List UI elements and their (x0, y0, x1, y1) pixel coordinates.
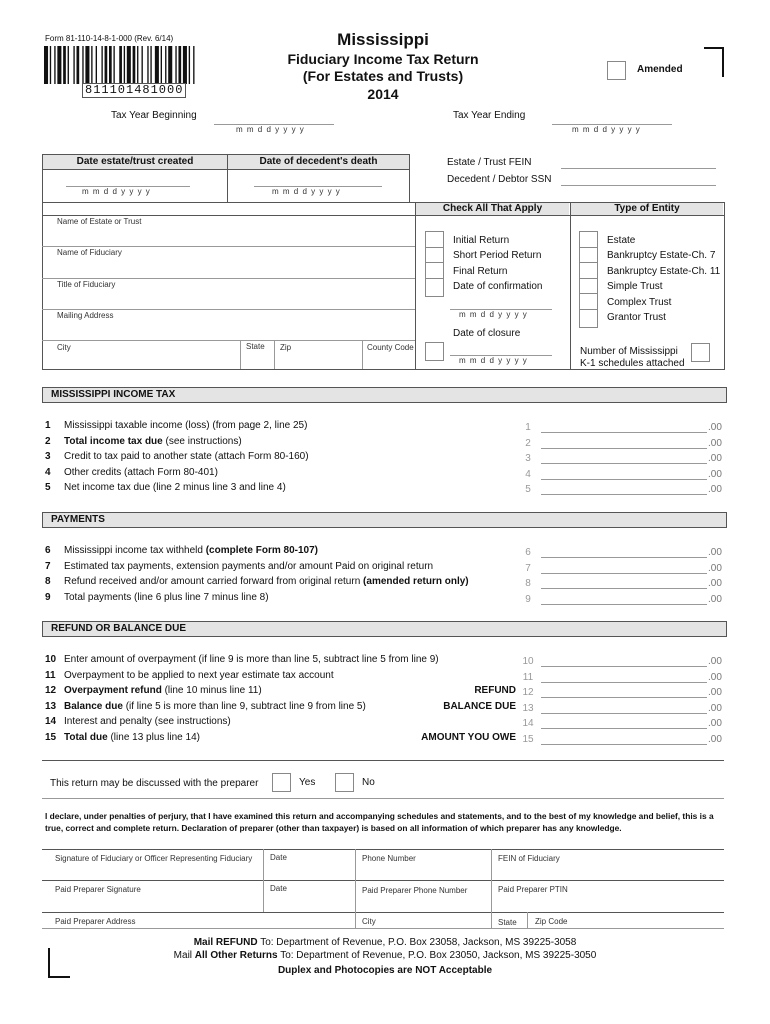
barcode-bar (77, 46, 80, 84)
income-line-3-cents: .00 (708, 453, 722, 465)
barcode-bar (91, 46, 92, 84)
payment-line-9-text: Total payments (line 6 plus line 7 minus line 8) (64, 591, 269, 603)
payment-line-6-cents: .00 (708, 547, 722, 558)
refund-line-13-number: 13 (45, 700, 57, 712)
phone-label: Phone Number (362, 854, 416, 863)
preparer-date-label: Date (270, 884, 287, 893)
grantor-trust-checkbox[interactable] (579, 309, 598, 328)
barcode-bar (44, 46, 48, 84)
name-fiduciary-input[interactable] (43, 258, 415, 278)
barcode-bar (119, 46, 122, 84)
form-title-line1: Fiduciary Income Tax Return (287, 51, 479, 67)
fiduciary-signature-row[interactable] (43, 863, 723, 880)
entity-simple-trust-label: Simple Trust (607, 281, 663, 292)
preparer-zip-label: Zip Code (535, 917, 568, 926)
entity-bankruptcy-ch11-label: Bankruptcy Estate-Ch. 11 (607, 266, 721, 277)
discuss-yes-checkbox[interactable] (272, 773, 291, 792)
payment-line-7-cents: .00 (708, 562, 722, 574)
sig-date-label: Date (270, 853, 287, 862)
name-fiduciary-label: Name of Fiduciary (57, 248, 122, 257)
refund-line-13-cents: .00 (708, 702, 722, 714)
entity-header: Type of Entity (571, 203, 723, 215)
entity-estate-label: Estate (607, 235, 636, 246)
mail-other-line (0, 950, 770, 961)
ssn-input[interactable] (561, 173, 716, 186)
title-fiduciary-label: Title of Fiduciary (57, 280, 116, 289)
amended-label: Amended (637, 64, 683, 75)
refund-line-11-text: Overpayment to be applied to next year estimate tax account (64, 669, 334, 681)
refund-line-14-ref: 14 (522, 718, 534, 730)
refund-line-11-amount-input[interactable] (541, 670, 707, 683)
ptin-label: Paid Preparer PTIN (498, 885, 568, 894)
refund-line-11-number: 11 (45, 669, 56, 681)
income-line-5-text: Net income tax due (line 2 minus line 3 and line 4) (64, 482, 286, 494)
mail-refund-line (0, 937, 770, 948)
date-death-header: Date of decedent's death (228, 155, 409, 169)
tax-year-ending-label: Tax Year Ending (453, 110, 526, 121)
date-confirmation-checkbox[interactable] (425, 278, 444, 297)
barcode-bar (57, 46, 61, 84)
k1-count-input[interactable] (691, 343, 710, 362)
barcode-bar (193, 46, 194, 84)
barcode-number: 811101481000 (82, 83, 186, 98)
income-line-5-ref: 5 (525, 484, 531, 496)
check-all-header: Check All That Apply (416, 203, 569, 215)
date-death-format: m m d d y y y y (272, 187, 341, 196)
entity-bankruptcy-ch7-label: Bankruptcy Estate-Ch. 7 (607, 250, 716, 261)
income-line-1-cents: .00 (708, 422, 722, 433)
short-period-label: Short Period Return (453, 250, 542, 261)
barcode-bar (82, 46, 83, 84)
barcode-bar (96, 46, 97, 84)
payment-line-6-ref: 6 (525, 547, 531, 558)
preparer-sig-label: Paid Preparer Signature (55, 885, 141, 894)
declaration-text: I declare, under penalties of perjury, that I have examined this return and accompanying schedules and statements, and to the best of my knowledge and belief, this is a true, correct and complete return. Declaration of preparer (other than taxpayer) is based on all information of which preparer has any knowledge. (45, 811, 714, 833)
date-confirmation-label: Date of confirmation (453, 281, 543, 292)
barcode-bar (85, 46, 89, 84)
duplex-note: Duplex and Photocopies are NOT Acceptable (277, 965, 493, 976)
income-line-4-text: Other credits (attach Form 80-401) (64, 466, 218, 478)
entity-grantor-trust-label: Grantor Trust (607, 312, 666, 323)
refund-line-15-amount-input[interactable] (541, 732, 707, 745)
income-line-1-amount-input[interactable] (541, 420, 707, 433)
refund-line-14-cents: .00 (708, 718, 722, 730)
date-closure-format: m m d d y y y y (459, 356, 528, 365)
barcode-bar (127, 46, 131, 84)
discuss-yes-label: Yes (299, 777, 316, 788)
payment-line-6-number: 6 (45, 545, 51, 556)
barcode-bar (178, 46, 181, 84)
preparer-signature-row[interactable] (43, 894, 723, 911)
refund-line-14-amount-input[interactable] (541, 716, 707, 729)
refund-line-10-ref: 10 (522, 656, 534, 667)
income-line-5-cents: .00 (708, 484, 722, 496)
income-line-2-text: Total income tax due (see instructions) (64, 435, 242, 447)
refund-line-13-ref: 13 (522, 702, 534, 714)
refund-line-10-text: Enter amount of overpayment (if line 9 is more than line 5, subtract line 5 from line 9) (64, 654, 439, 665)
barcode-bar (50, 46, 51, 84)
income-line-3-number: 3 (45, 451, 51, 463)
refund-line-15-tag: AMOUNT YOU OWE (421, 732, 516, 743)
refund-line-13-tag: BALANCE DUE (443, 700, 516, 712)
barcode-bar (113, 46, 114, 84)
k1-label-2: K-1 schedules attached (580, 358, 685, 369)
amended-checkbox[interactable] (607, 61, 626, 80)
refund-line-11-ref: 11 (522, 671, 534, 683)
barcode-bar (73, 46, 74, 84)
barcode-bar (165, 46, 166, 84)
date-closure-input[interactable] (450, 343, 552, 356)
mailing-address-label: Mailing Address (57, 311, 114, 320)
payment-line-8-number: 8 (45, 576, 51, 588)
date-created-format: m m d d y y y y (82, 187, 151, 196)
payment-line-9-ref: 9 (525, 593, 531, 605)
refund-line-15-text: Total due (line 13 plus line 14) (64, 732, 200, 743)
payment-line-8-ref: 8 (525, 578, 531, 590)
payment-line-6-text: Mississippi income tax withheld (complete Form 80-107) (64, 545, 318, 556)
fein-input[interactable] (561, 156, 716, 169)
barcode-bar (109, 46, 112, 84)
payment-line-7-ref: 7 (525, 562, 531, 574)
form-year: 2014 (367, 86, 399, 102)
refund-line-15-cents: .00 (708, 734, 722, 745)
payments-section-header (42, 512, 727, 528)
refund-line-12-tag: REFUND (474, 685, 516, 697)
barcode-bar (105, 46, 108, 84)
zip-label: Zip (280, 343, 292, 352)
income-line-2-cents: .00 (708, 437, 722, 449)
preparer-state-label: State (498, 918, 517, 927)
discuss-label: This return may be discussed with the preparer (50, 778, 259, 789)
income-section-title: MISSISSIPPI INCOME TAX (51, 389, 176, 400)
barcode-bar (54, 46, 55, 84)
income-line-4-amount-input[interactable] (541, 467, 707, 480)
income-line-1-ref: 1 (525, 422, 531, 433)
income-line-1-text: Mississippi taxable income (loss) (from page 2, line 25) (64, 420, 308, 431)
final-return-label: Final Return (453, 266, 508, 277)
refund-line-15-ref: 15 (522, 734, 534, 745)
income-line-4-ref: 4 (525, 468, 531, 480)
corner-mark-top (704, 47, 724, 77)
date-closure-label: Date of closure (453, 328, 521, 339)
barcode-bar (142, 46, 143, 84)
date-confirmation-format: m m d d y y y y (459, 310, 528, 319)
mail-other-bold: All Other Returns (194, 950, 278, 961)
refund-line-13-text: Balance due (if line 5 is more than line 9, subtract line 9 from line 5) (64, 700, 366, 712)
barcode-bar (189, 46, 190, 84)
payments-section-title: PAYMENTS (51, 514, 105, 525)
k1-label-1: Number of Mississippi (580, 346, 678, 357)
barcode (44, 46, 260, 84)
refund-line-11-cents: .00 (708, 671, 722, 683)
sig-fiduciary-label: Signature of Fiduciary or Officer Representing Fiduciary (55, 854, 253, 863)
barcode-bar (101, 46, 102, 84)
refund-line-12-text: Overpayment refund (line 10 minus line 11) (64, 685, 262, 697)
payment-line-9-cents: .00 (708, 593, 722, 605)
initial-return-label: Initial Return (453, 235, 510, 246)
barcode-bar (150, 46, 151, 84)
ssn-label: Decedent / Debtor SSN (447, 174, 552, 185)
date-confirmation-input[interactable] (450, 297, 552, 310)
refund-line-10-cents: .00 (708, 656, 722, 667)
discuss-no-label: No (362, 777, 375, 788)
refund-line-15-number: 15 (45, 732, 57, 743)
income-line-3-text: Credit to tax paid to another state (attach Form 80-160) (64, 451, 309, 463)
payment-line-6-amount-input[interactable] (541, 545, 707, 558)
refund-line-14-text: Interest and penalty (see instructions) (64, 716, 231, 728)
preparer-phone-label: Paid Preparer Phone Number (362, 886, 468, 895)
payment-line-8-amount-input[interactable] (541, 576, 707, 589)
income-section-header (42, 387, 727, 403)
form-state: Mississippi (337, 30, 429, 49)
barcode-graphic (44, 46, 260, 84)
preparer-address-label: Paid Preparer Address (55, 917, 136, 926)
barcode-bar (155, 46, 159, 84)
title-fiduciary-input[interactable] (43, 289, 415, 309)
barcode-bar (137, 46, 138, 84)
name-estate-input[interactable] (43, 226, 415, 246)
tax-year-beginning-format: m m d d y y y y (236, 125, 305, 134)
tax-year-ending-input[interactable] (552, 112, 672, 125)
payment-line-7-amount-input[interactable] (541, 561, 707, 574)
payment-line-8-text: Refund received and/or amount carried forward from original return (amended return only) (64, 576, 469, 588)
refund-line-10-number: 10 (45, 654, 57, 665)
mailing-address-input[interactable] (43, 320, 415, 340)
income-line-3-amount-input[interactable] (541, 451, 707, 464)
mail-refund-address: To: Department of Revenue, P.O. Box 23058, Jackson, MS 39225-3058 (257, 937, 577, 948)
income-line-2-number: 2 (45, 435, 51, 447)
income-line-2-amount-input[interactable] (541, 436, 707, 449)
form-title-line2: (For Estates and Trusts) (302, 68, 464, 84)
date-created-header: Date estate/trust created (43, 155, 227, 169)
refund-line-12-number: 12 (45, 685, 57, 697)
refund-line-12-ref: 12 (522, 687, 534, 699)
county-code-label: County Code (367, 343, 414, 352)
date-death-input[interactable] (254, 174, 382, 187)
discuss-no-checkbox[interactable] (335, 773, 354, 792)
mail-other-address: To: Department of Revenue, P.O. Box 23050, Jackson, MS 39225-3050 (277, 950, 597, 961)
date-created-input[interactable] (66, 174, 190, 187)
entity-complex-trust-label: Complex Trust (607, 297, 672, 308)
city-label: City (57, 343, 71, 352)
barcode-bar (161, 46, 162, 84)
barcode-bar (68, 46, 69, 84)
barcode-bar (183, 46, 187, 84)
payment-line-7-text: Estimated tax payments, extension payments and/or amount Paid on original return (64, 560, 434, 572)
income-line-5-amount-input[interactable] (541, 482, 707, 495)
income-line-3-ref: 3 (525, 453, 531, 465)
payment-line-9-number: 9 (45, 591, 51, 603)
income-line-5-number: 5 (45, 482, 51, 494)
mail-refund-bold: Mail REFUND (193, 937, 258, 948)
payment-line-8-cents: .00 (708, 578, 722, 590)
barcode-bar (175, 46, 176, 84)
state-label: State (246, 342, 265, 351)
tax-year-beginning-input[interactable] (214, 112, 334, 125)
refund-section-header (42, 621, 727, 637)
payment-line-7-number: 7 (45, 560, 51, 572)
name-estate-label: Name of Estate or Trust (57, 217, 142, 226)
income-line-4-cents: .00 (708, 468, 722, 480)
income-line-2-ref: 2 (525, 437, 531, 449)
refund-line-12-cents: .00 (708, 687, 722, 699)
refund-section-title: REFUND OR BALANCE DUE (51, 623, 186, 634)
form-id: Form 81-110-14-8-1-000 (Rev. 6/14) (45, 34, 174, 43)
preparer-city-label: City (362, 917, 376, 926)
barcode-bar (168, 46, 172, 84)
refund-line-10-amount-input[interactable] (541, 654, 707, 667)
barcode-bar (147, 46, 148, 84)
income-line-4-number: 4 (45, 466, 51, 478)
mail-other-pre: Mail (173, 950, 195, 961)
refund-line-13-amount-input[interactable] (541, 701, 707, 714)
date-closure-checkbox[interactable] (425, 342, 444, 361)
corner-mark-bottom (48, 948, 70, 978)
barcode-bar (124, 46, 125, 84)
tax-year-ending-format: m m d d y y y y (572, 125, 641, 134)
refund-line-12-amount-input[interactable] (541, 685, 707, 698)
income-line-1-number: 1 (45, 420, 51, 431)
payment-line-9-amount-input[interactable] (541, 592, 707, 605)
fein-label: Estate / Trust FEIN (447, 157, 532, 168)
refund-line-14-number: 14 (45, 716, 57, 728)
fein-fiduciary-label: FEIN of Fiduciary (498, 854, 560, 863)
tax-year-beginning-label: Tax Year Beginning (111, 110, 197, 121)
barcode-bar (63, 46, 66, 84)
barcode-bar (133, 46, 136, 84)
